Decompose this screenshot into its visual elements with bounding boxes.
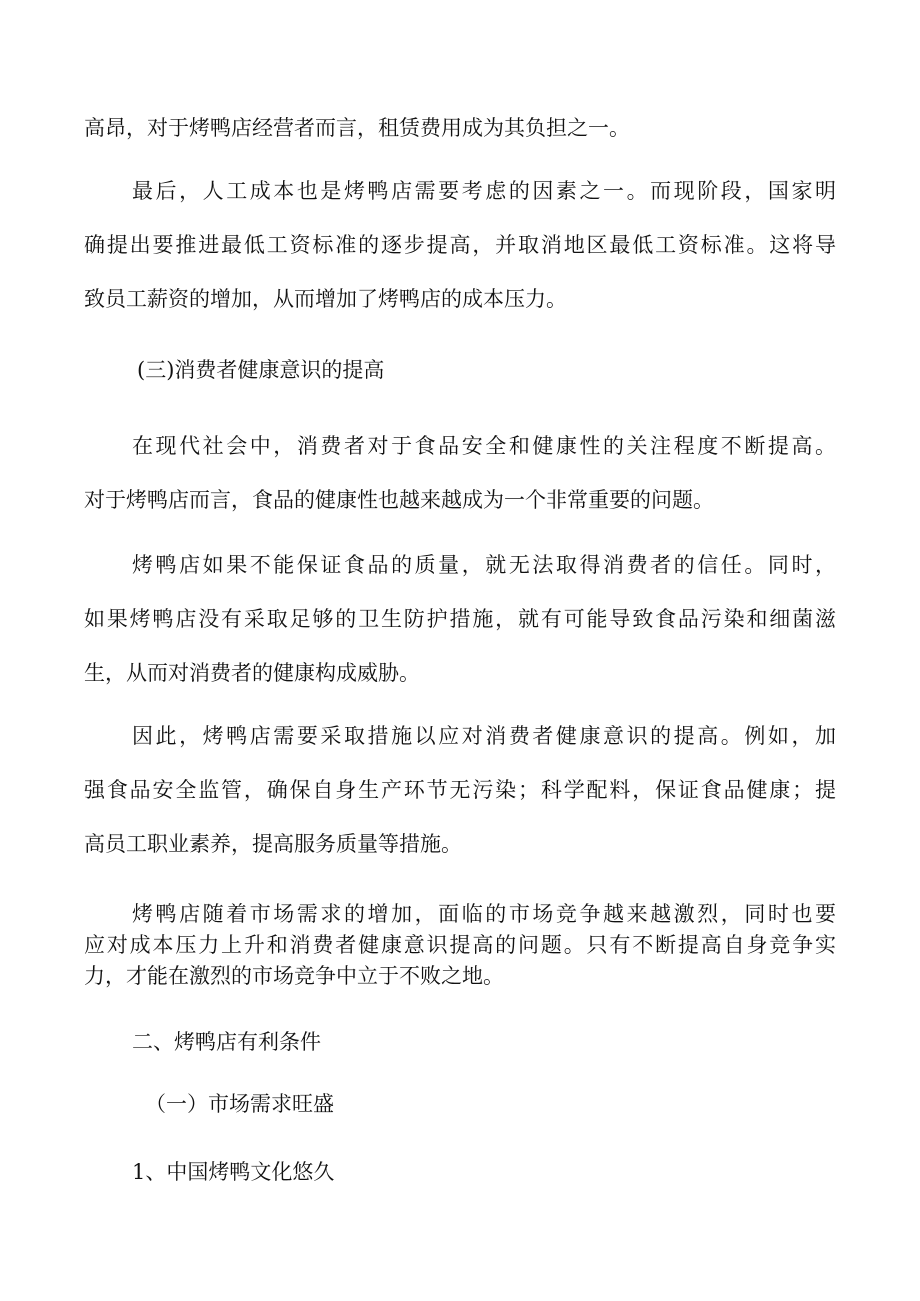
paragraph-line: 力，才能在激烈的市场竞争中立于不败之地。 <box>84 964 504 988</box>
paragraph-line: 烤鸭店随着市场需求的增加，面临的市场竞争越来越激烈，同时也要 <box>132 902 836 926</box>
paragraph-line: 确提出要推进最低工资标准的逐步提高，并取消地区最低工资标准。这将导 <box>84 233 836 257</box>
paragraph-line: 因此，烤鸭店需要采取措施以应对消费者健康意识的提高。例如，加 <box>132 724 836 748</box>
section-heading: (三)消费者健康意识的提高 <box>137 358 385 382</box>
paragraph-line: 致员工薪资的增加，从而增加了烤鸭店的成本压力。 <box>84 287 567 311</box>
paragraph-line: 高员工职业素养，提高服务质量等措施。 <box>84 832 462 856</box>
paragraph-line: 烤鸭店如果不能保证食品的质量，就无法取得消费者的信任。同时， <box>132 553 836 577</box>
paragraph-line: 应对成本压力上升和消费者健康意识提高的问题。只有不断提高自身竞争实 <box>84 933 836 957</box>
sub-subsection-heading: 1、中国烤鸭文化悠久 <box>132 1160 335 1184</box>
paragraph-line: 生，从而对消费者的健康构成威胁。 <box>84 661 420 685</box>
paragraph-line: 在现代社会中，消费者对于食品安全和健康性的关注程度不断提高。 <box>132 434 836 458</box>
paragraph-line: 如果烤鸭店没有采取足够的卫生防护措施，就有可能导致食品污染和细菌滋 <box>84 607 836 631</box>
section-heading: 二、烤鸭店有利条件 <box>132 1030 321 1054</box>
paragraph-line: 最后，人工成本也是烤鸭店需要考虑的因素之一。而现阶段，国家明 <box>132 179 836 203</box>
subsection-heading: （一）市场需求旺盛 <box>145 1092 334 1116</box>
paragraph-line: 对于烤鸭店而言，食品的健康性也越来越成为一个非常重要的问题。 <box>84 488 714 512</box>
paragraph-line: 强食品安全监管，确保自身生产环节无污染；科学配料，保证食品健康；提 <box>84 778 836 802</box>
paragraph-line: 高昂，对于烤鸭店经营者而言，租赁费用成为其负担之一。 <box>84 116 630 140</box>
